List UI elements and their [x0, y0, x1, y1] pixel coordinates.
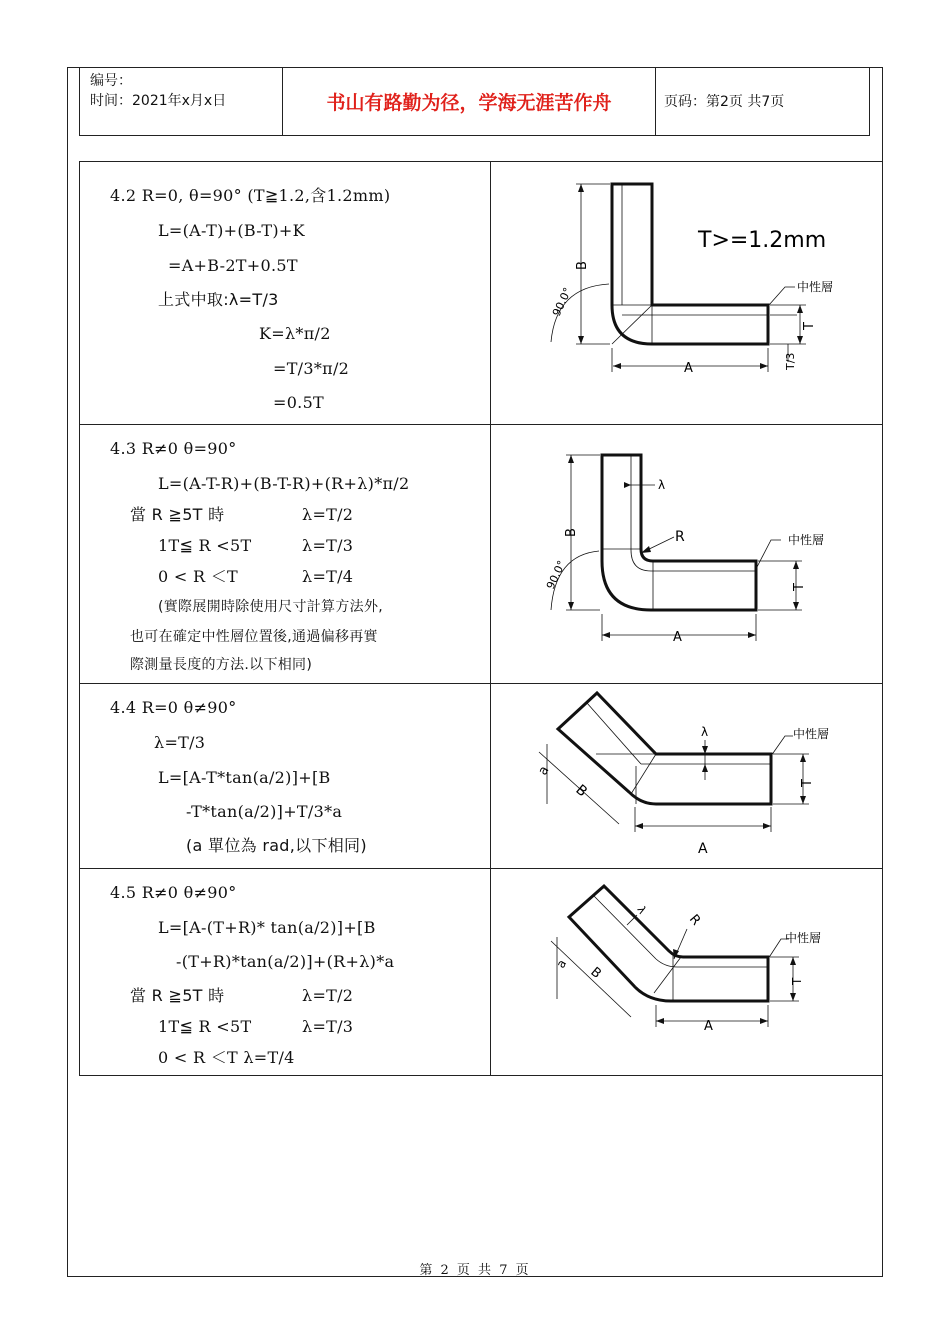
formula-line: 0 < R ＜T λ=T/4 [158, 1048, 295, 1067]
figure-cell [491, 869, 883, 1076]
dim-b-label: B [564, 528, 579, 537]
angle-label: 90.0° [543, 558, 569, 592]
neutral-layer-label: 中性層 [797, 280, 834, 294]
angle-label: 90.0° [549, 285, 575, 319]
formula-line: =T/3*π/2 [273, 359, 350, 378]
table-row [80, 684, 883, 869]
formula-line: -T*tan(a/2)]+T/3*a [186, 802, 343, 821]
formula-line: λ=T/2 [302, 505, 354, 524]
bend-diagram-4-4 [491, 684, 882, 864]
formula-table [79, 161, 883, 1076]
number-label: 编号： [90, 73, 132, 89]
figure-cell [491, 162, 883, 425]
formula-line: (a 單位為 rad,以下相同) [186, 836, 367, 855]
formula-line: 上式中取:λ=T/3 [158, 290, 279, 309]
lambda-label: λ [634, 904, 649, 917]
dim-b-label: B [587, 964, 604, 982]
angle-a-label: a [553, 957, 570, 971]
formula-line: L=(A-T-R)+(B-T-R)+(R+λ)*π/2 [158, 474, 410, 493]
formula-cell [80, 425, 491, 684]
formula-line: λ=T/4 [302, 567, 354, 586]
dim-b-label: B [572, 781, 591, 801]
dim-t-label: T [800, 779, 815, 787]
section-heading: 4.3 R≠0 θ=90° [110, 439, 237, 458]
dim-a-label: A [704, 1019, 713, 1034]
bend-diagram-4-3 [491, 425, 882, 679]
formula-line: 1T≦ R <5T [158, 1017, 252, 1036]
note-line: (實際展開時除使用尺寸計算方法外, [158, 599, 384, 615]
section-heading: 4.5 R≠0 θ≠90° [110, 883, 237, 902]
bend-diagram-4-2 [491, 162, 882, 420]
dim-t-label: T [802, 322, 817, 330]
section-heading: 4.4 R=0 θ≠90° [110, 698, 237, 717]
formula-cell [80, 684, 491, 869]
formula-line: =A+B-2T+0.5T [168, 256, 298, 275]
formula-line: λ=T/3 [302, 1017, 354, 1036]
formula-line: L=[A-T*tan(a/2)]+[B [158, 768, 331, 787]
neutral-layer-label: 中性層 [785, 931, 822, 945]
radius-label: R [675, 529, 685, 545]
neutral-layer-label: 中性層 [788, 533, 825, 547]
formula-line: λ=T/2 [302, 986, 354, 1005]
formula-line: 當 R ≧5T 時 [130, 505, 225, 524]
lambda-label: λ [701, 725, 709, 739]
formula-cell [80, 162, 491, 425]
formula-line: =0.5T [273, 393, 325, 412]
page-footer: 第 2 页 共 7 页 [419, 1263, 531, 1278]
bend-diagram-4-5 [491, 869, 882, 1071]
dim-a-label: A [673, 630, 682, 645]
radius-label: R [685, 911, 704, 929]
table-row [80, 425, 883, 684]
dim-t-label: T [792, 583, 807, 591]
figure-cell [491, 684, 883, 869]
formula-line: L=(A-T)+(B-T)+K [158, 221, 305, 240]
section-heading: 4.2 R=0, θ=90° (T≧1.2,含1.2mm) [110, 186, 391, 205]
figure-cell [491, 425, 883, 684]
formula-line: K=λ*π/2 [259, 324, 331, 343]
dim-a-label: A [684, 361, 693, 376]
formula-line: 1T≦ R <5T [158, 536, 252, 555]
note-line: 也可在確定中性層位置後,通過偏移再實 [130, 629, 378, 645]
document-header [79, 67, 870, 136]
formula-line: -(T+R)*tan(a/2)]+(R+λ)*a [176, 952, 395, 971]
neutral-layer-label: 中性層 [793, 727, 830, 741]
page-indicator: 页码：第2页 共7页 [664, 94, 785, 110]
formula-line: L=[A-(T+R)* tan(a/2)]+[B [158, 918, 376, 937]
formula-line: λ=T/3 [154, 733, 206, 752]
formula-line: λ=T/3 [302, 536, 354, 555]
formula-cell [80, 869, 491, 1076]
header-motto: 书山有路勤为径，学海无涯苦作舟 [283, 67, 656, 135]
table-row [80, 162, 883, 425]
formula-line: 當 R ≧5T 時 [130, 986, 225, 1005]
dim-t-label: T [790, 977, 804, 985]
angle-a-label: a [535, 763, 553, 778]
header-meta [80, 67, 283, 135]
thickness-note: T>=1.2mm [698, 228, 827, 253]
dim-a-label: A [698, 841, 708, 857]
table-row [80, 869, 883, 1076]
note-line: 際測量長度的方法.以下相同) [130, 657, 313, 673]
dim-b-label: B [575, 261, 590, 270]
dim-t3-label: T/3 [784, 352, 797, 370]
lambda-label: λ [658, 478, 666, 492]
formula-line: 0 < R ＜T [158, 567, 238, 586]
date-label: 时间：2021年x月x日 [90, 93, 227, 109]
